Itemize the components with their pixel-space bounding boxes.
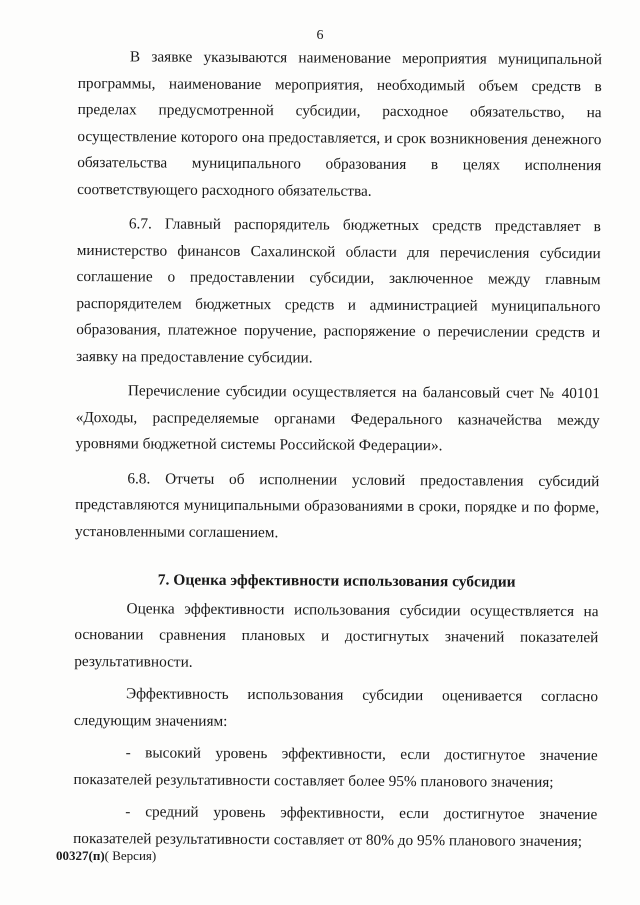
paragraph-efficiency-values: Эффективность использования субсидии оценивается согласно следующим значениям: [73,685,599,730]
paragraph-6-8: 6.8. Отчеты об исполнении условий предоставления субсидий представляются муниципальными образованиями в сроки, порядке и по форме, установленными соглашением. [74,469,600,541]
list-item-high-efficiency: - высокий уровень эффективности, если достигнутое значение показателей результативности составляет более 95% планового значения; [73,744,598,791]
section-7-heading: 7. Оценка эффективности использования субсидии [157,571,516,591]
document-footer [56,848,156,864]
list-item-medium-efficiency: - средний уровень эффективности, если достигнутое значение показателей результативности составляет от 80% до 95% планового значения; [73,803,598,850]
paragraph-application-contents: В заявке указываются наименование мероприятия муниципальной программы, наименование мероприятия, необходимый объем средств в пределах предусмотренной субсидии, расходное обязательство, на осуществление которого она предоставляется, и срок возникновения денежного обязательства муниципального образования в целях исполнения соответствующего расходного обязательства. [77,48,602,200]
page-number: 6 [316,28,324,43]
paragraph-efficiency-evaluation: Оценка эффективности использования субсидии осуществляется на основании сравнения плановых и достигнутых значений показателей результативности. [74,599,599,671]
document-id: 00327(п) [56,848,105,863]
paragraph-transfer-account: Перечисление субсидии осуществляется на балансовый счет № 40101 «Доходы, распределяемые органами Федерального казначейства между уровнями бюджетной системы Российской Федерации». [75,382,600,455]
document-version: ( Версия) [104,848,157,863]
document-body [73,44,602,861]
paragraph-6-7: 6.7. Главный распорядитель бюджетных средств представляет в министерство финансов Сахалинской области для перечисления субсидии соглашение о предоставлении субсидии, заключенное между главным распорядителем бюджетных средств и администрацией муниципального образования, платежное поручение, распоряжение о перечислении средств и заявку на предоставление субсидии. [76,215,601,366]
